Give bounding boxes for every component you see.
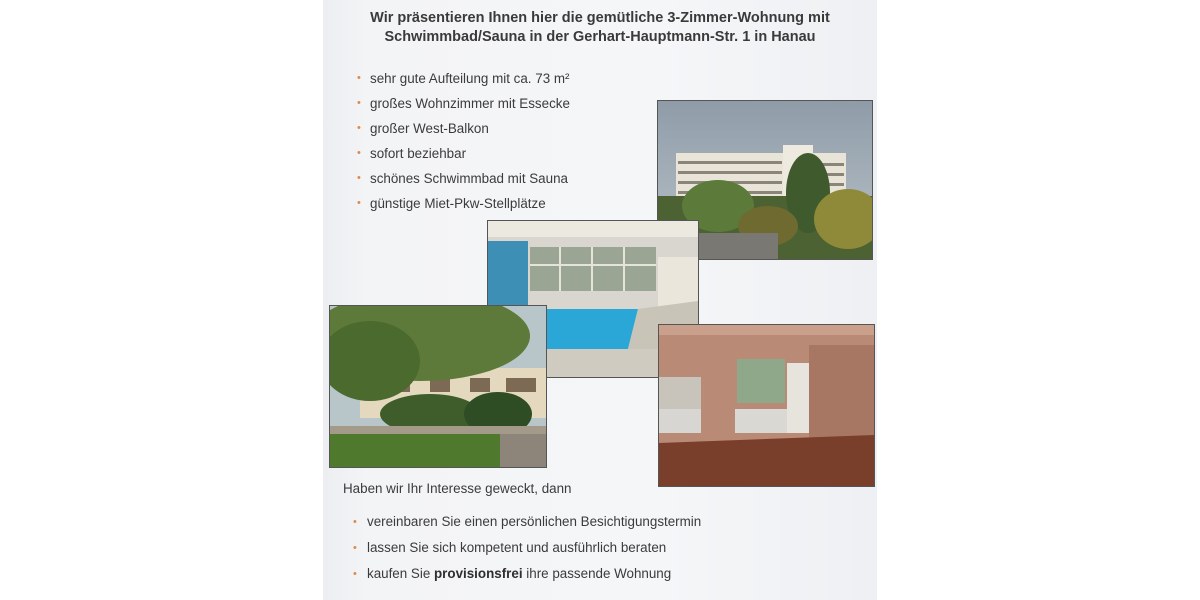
- action-item: • kaufen Sie provisionsfrei ihre passende Wohnung: [353, 561, 701, 587]
- bullet-icon: •: [353, 568, 357, 580]
- action-list: [353, 509, 701, 587]
- property-flyer: [323, 0, 877, 600]
- feature-item: • sehr gute Aufteilung mit ca. 73 m²: [357, 66, 570, 91]
- feature-item: • günstige Miet-Pkw-Stellplätze: [357, 191, 570, 216]
- bullet-icon: •: [357, 172, 361, 184]
- bullet-icon: •: [357, 147, 361, 159]
- bullet-icon: •: [353, 516, 357, 528]
- bullet-icon: •: [357, 72, 361, 84]
- action-item: • vereinbaren Sie einen persönlichen Besichtigungstermin: [353, 509, 701, 535]
- provisionsfrei-emphasis: provisionsfrei: [434, 566, 523, 581]
- feature-list: [357, 66, 570, 216]
- bullet-icon: •: [357, 97, 361, 109]
- bullet-icon: •: [353, 542, 357, 554]
- feature-item: • schönes Schwimmbad mit Sauna: [357, 166, 570, 191]
- garden-photo: [329, 305, 547, 468]
- action-item: • lassen Sie sich kompetent und ausführlich beraten: [353, 535, 701, 561]
- flyer-title: [323, 9, 877, 47]
- title-line-1: Wir präsentieren Ihnen hier die gemütliche 3-Zimmer-Wohnung mit: [370, 10, 830, 26]
- title-line-2: Schwimmbad/Sauna in der Gerhart-Hauptmann-Str. 1 in Hanau: [384, 29, 816, 45]
- feature-item: • großer West-Balkon: [357, 116, 570, 141]
- feature-item: • sofort beziehbar: [357, 141, 570, 166]
- living-room-photo: [658, 324, 875, 487]
- interest-text: Haben wir Ihr Interesse geweckt, dann: [343, 481, 572, 496]
- bullet-icon: •: [357, 197, 361, 209]
- feature-item: • großes Wohnzimmer mit Essecke: [357, 91, 570, 116]
- bullet-icon: •: [357, 122, 361, 134]
